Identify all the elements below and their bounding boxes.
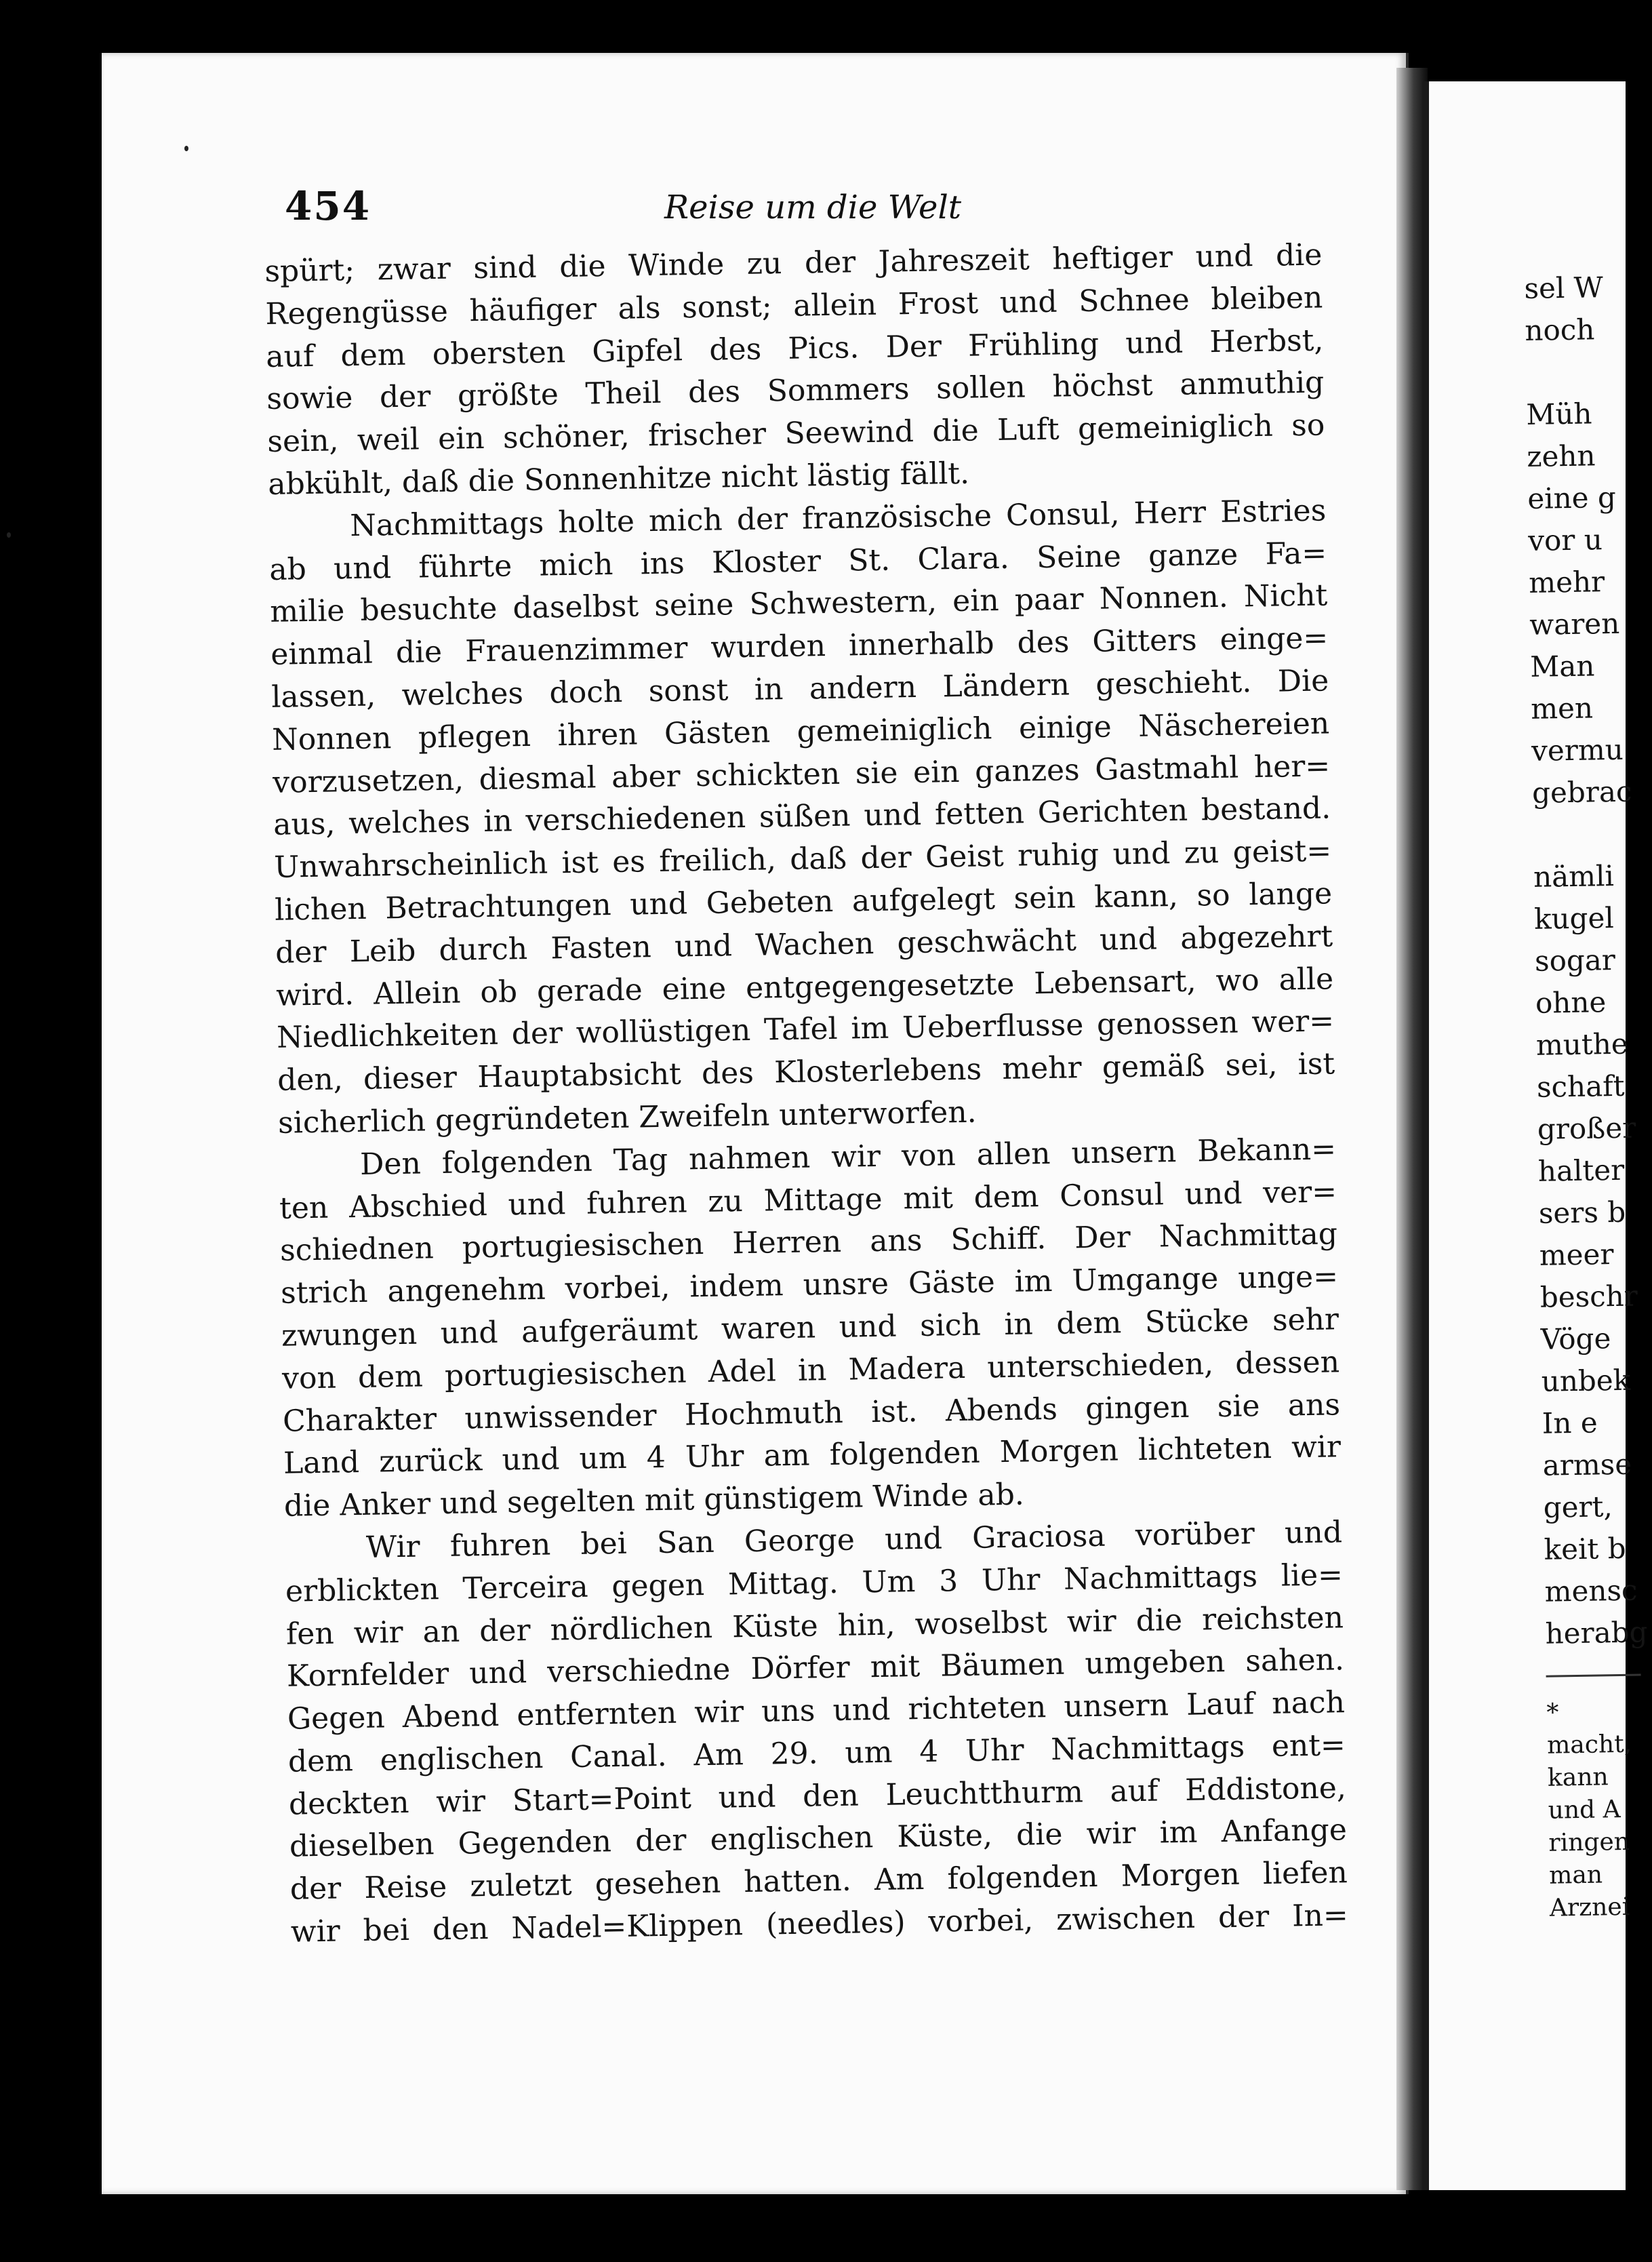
right-page-line: herabg xyxy=(1545,1615,1648,1650)
right-page-line: waren xyxy=(1529,606,1620,641)
right-page-line: vor u xyxy=(1527,523,1603,557)
text-line: vorzusetzen, diesmal aber schickten sie ein ganzes Gastmahl her= xyxy=(272,748,1331,800)
right-page-line: muthe xyxy=(1535,1027,1629,1062)
right-page-line: zehn xyxy=(1526,439,1596,473)
text-line: erblickten Terceira gegen Mittag. Um 3 Uhr Nachmittags lie= xyxy=(285,1557,1344,1609)
text-line: sein, weil ein schöner, frischer Seewind die Luft gemeiniglich so xyxy=(267,408,1325,460)
right-page-line: mensc xyxy=(1544,1573,1638,1608)
right-page-line: sers b xyxy=(1538,1195,1626,1230)
right-page-line: mehr xyxy=(1528,565,1605,599)
right-page-line: Man xyxy=(1529,649,1595,683)
text-line: sicherlich gegründeten Zweifeln unterworfen. xyxy=(277,1094,977,1140)
text-line: der Leib durch Fasten und Wachen geschwächt und abgezehrt xyxy=(275,919,1333,970)
text-line: die Anker und segelten mit günstigem Winde ab. xyxy=(283,1477,1025,1524)
text-line: den, dieser Hauptabsicht des Klosterlebens mehr gemäß sei, ist xyxy=(277,1046,1335,1098)
text-line: milie besuchte daselbst seine Schwestern, ein paar Nonnen. Nicht xyxy=(269,578,1328,630)
text-line: aus, welches in verschiedenen süßen und fetten Gerichten bestand. xyxy=(273,791,1331,843)
right-page-line: noch xyxy=(1525,313,1595,347)
right-page-line: großer xyxy=(1537,1111,1636,1146)
footnote-line: Arznei xyxy=(1549,1892,1630,1922)
right-page-line: eine g xyxy=(1527,480,1617,515)
text-line: Den folgenden Tag nahmen wir von allen unsern Bekann= xyxy=(359,1132,1337,1182)
right-page-line: gebrac xyxy=(1531,774,1632,810)
text-line: Regengüsse häufiger als sonst; allein Frost und Schnee bleiben xyxy=(265,280,1323,332)
text-line: lichen Betrachtungen und Gebeten aufgelegt sein kann, so lange xyxy=(274,876,1333,928)
text-line: ten Abschied und fuhren zu Mittage mit dem Consul und ver= xyxy=(279,1174,1337,1226)
text-line: Niedlichkeiten der wollüstigen Tafel im Ueberflusse genossen wer= xyxy=(276,1004,1335,1056)
footnote-rule xyxy=(1546,1654,1625,1697)
text-line: Charakter unwissender Hochmuth ist. Abends gingen sie ans xyxy=(282,1387,1341,1439)
text-line: strich angenehm vorbei, indem unsre Gäste im Umgange unge= xyxy=(280,1259,1339,1311)
right-page-line: In e xyxy=(1542,1406,1598,1440)
text-line: zwungen und aufgeräumt waren und sich in dem Stücke sehr xyxy=(281,1302,1339,1353)
text-line: Gegen Abend entfernten wir uns und richteten unsern Lauf nach xyxy=(287,1685,1346,1737)
footnote-line: ringen xyxy=(1548,1827,1630,1857)
text-line: deckten wir Start=Point und den Leuchtthurm auf Eddistone, xyxy=(288,1770,1347,1822)
footnote-line: macht, xyxy=(1546,1730,1632,1760)
text-line: von dem portugiesischen Adel in Madera unterschieden, dessen xyxy=(281,1345,1340,1396)
text-line: fen wir an der nördlichen Küste hin, woselbst wir die reichsten xyxy=(285,1600,1344,1652)
footnote-line: * xyxy=(1546,1699,1559,1727)
text-line: ab und führte mich ins Kloster St. Clara. Seine ganze Fa= xyxy=(268,536,1327,587)
right-page-line: meer xyxy=(1539,1237,1614,1272)
text-line: Wir fuhren bei San George und Graciosa vorüber und xyxy=(365,1515,1343,1565)
text-line: spürt; zwar sind die Winde zu der Jahreszeit heftiger und die xyxy=(264,237,1323,289)
text-line: dem englischen Canal. Am 29. um 4 Uhr Nachmittags ent= xyxy=(287,1728,1346,1779)
right-page-line: unbek xyxy=(1541,1363,1631,1398)
right-page-line: sogar xyxy=(1534,943,1616,978)
right-page-line: schaft xyxy=(1536,1069,1625,1104)
body-text xyxy=(264,234,1348,1953)
text-line: Unwahrscheinlich ist es freilich, daß der Geist ruhig und zu geist= xyxy=(273,833,1332,886)
right-page-line xyxy=(1533,813,1612,856)
right-page-line: gert, xyxy=(1543,1490,1613,1524)
footnote-line: und A xyxy=(1548,1795,1621,1825)
right-page-line: sel W xyxy=(1524,271,1604,305)
right-page-line xyxy=(1525,351,1605,394)
page-header xyxy=(285,183,1315,244)
right-page-line: kugel xyxy=(1533,901,1615,936)
text-line: dieselben Gegenden der englischen Küste, die wir im Anfange xyxy=(289,1812,1348,1865)
text-line: sowie der größte Theil des Sommers sollen höchst anmuthig xyxy=(266,365,1325,417)
text-line: abkühlt, daß die Sonnenhitze nicht lästig fällt. xyxy=(268,456,970,502)
text-line: der Reise zuletzt gesehen hatten. Am folgenden Morgen liefen xyxy=(289,1855,1348,1907)
right-page-line: vermu xyxy=(1531,732,1624,768)
text-line: einmal die Frauenzimmer wurden innerhalb des Gitters einge= xyxy=(270,620,1329,673)
right-page-line: beschr xyxy=(1539,1279,1638,1314)
right-page-line: nämli xyxy=(1533,859,1615,894)
right-page-line: Vöge xyxy=(1540,1322,1611,1356)
running-head: Reise um die Welt xyxy=(664,188,962,226)
text-line: wird. Allein ob gerade eine entgegengesetzte Lebensart, wo alle xyxy=(275,961,1334,1013)
right-page-line: armse xyxy=(1542,1447,1632,1482)
footnote-line: kann xyxy=(1547,1763,1609,1792)
right-page-line: keit b xyxy=(1544,1531,1626,1566)
text-line: Kornfelder und verschiedne Dörfer mit Bäumen umgeben sahen. xyxy=(286,1642,1345,1694)
text-line: Land zurück und um 4 Uhr am folgenden Morgen lichteten wir xyxy=(283,1429,1342,1482)
text-line: wir bei den Nadel=Klippen (needles) vorbei, zwischen der In= xyxy=(290,1898,1349,1949)
right-page-line: halter xyxy=(1537,1153,1625,1188)
text-line: lassen, welches doch sonst in andern Ländern geschieht. Die xyxy=(270,663,1329,715)
text-line: auf dem obersten Gipfel des Pics. Der Frühling und Herbst, xyxy=(266,323,1324,374)
right-page-line: ohne xyxy=(1535,985,1607,1020)
text-line: schiednen portugiesischen Herren ans Schiff. Der Nachmittag xyxy=(279,1216,1338,1269)
paper-speck xyxy=(7,532,11,538)
footnote-line: man xyxy=(1548,1861,1603,1890)
page-number: 454 xyxy=(285,183,371,229)
text-line: Nachmittags holte mich der französische Consul, Herr Estries xyxy=(349,493,1327,543)
right-page-line: men xyxy=(1530,691,1594,726)
text-line: Nonnen pflegen ihren Gästen gemeiniglich einige Näschereien xyxy=(271,706,1330,757)
paper-speck xyxy=(184,146,188,151)
right-page-line: Müh xyxy=(1526,397,1592,431)
